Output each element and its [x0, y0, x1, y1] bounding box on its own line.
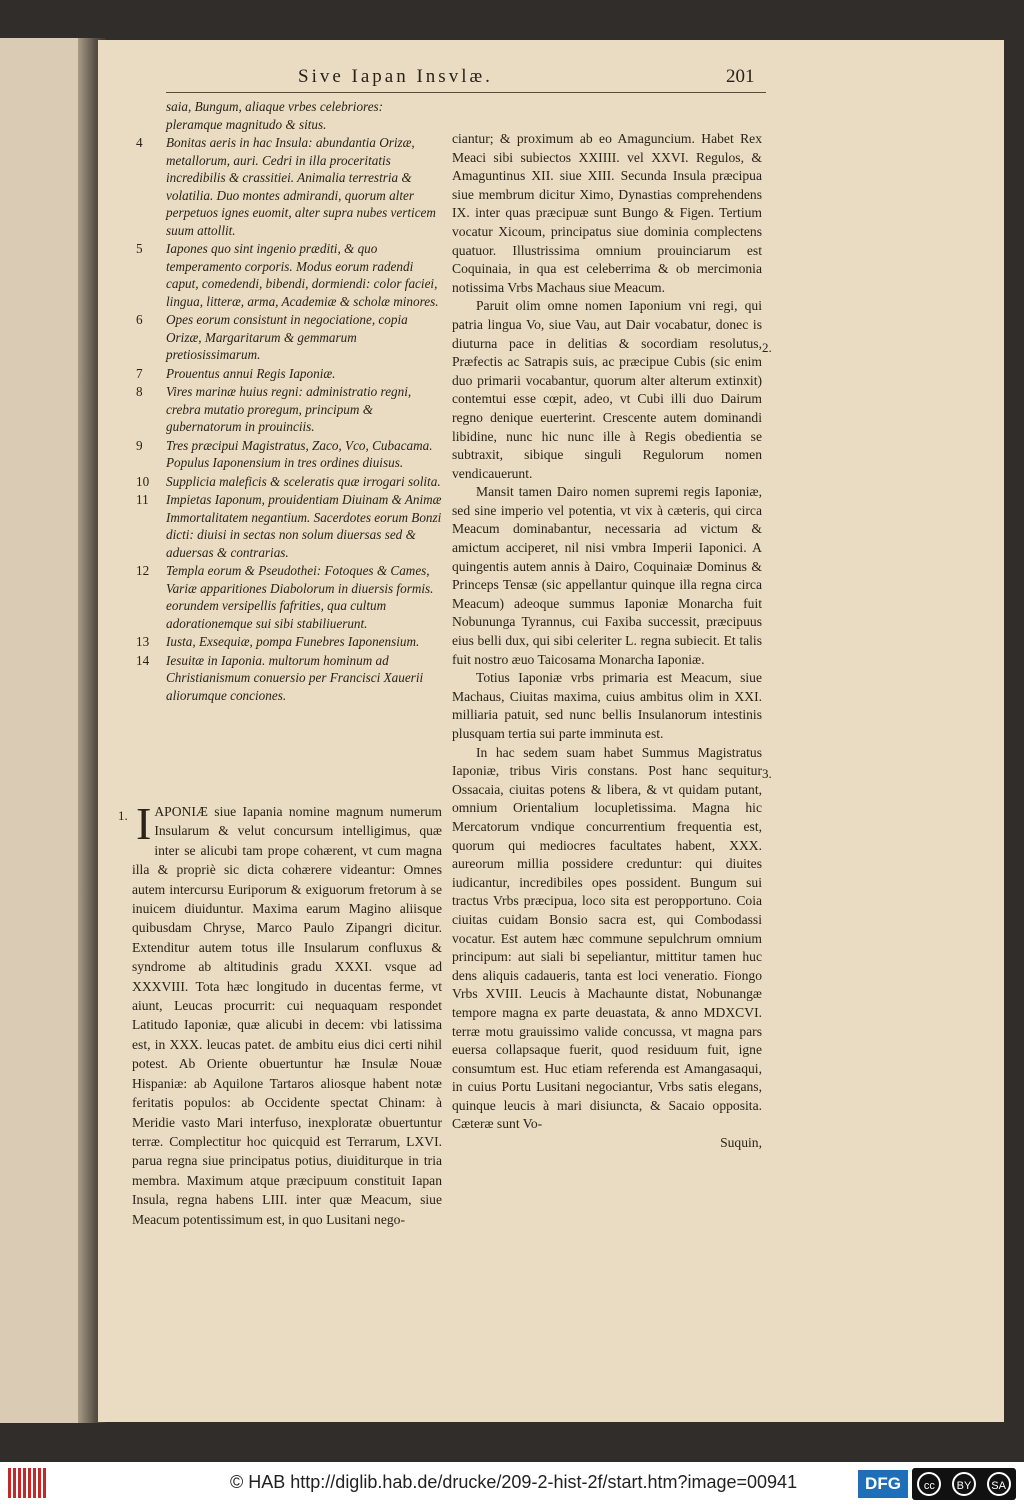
hab-logo-icon [8, 1468, 48, 1498]
cc-icon: cc [917, 1472, 941, 1496]
dfg-logo[interactable]: DFG [858, 1470, 908, 1498]
previous-page-edge [0, 38, 88, 1423]
summary-item: 9 Tres præcipui Magistratus, Zaco, Vco, Cubacama. Populus Iaponensium in tres ordines diuisus. [136, 437, 433, 470]
summary-intro: saia, Bungum, aliaque vrbes celebriores: pleramque magnitudo & situs. [166, 99, 384, 132]
summary-item: 8 Vires marinæ huius regni: administratio regni, crebra mutatio proregum, principum & gubernatorum in prouinciis. [136, 384, 412, 434]
main-text-left [118, 798, 442, 1229]
cc-license-badge[interactable] [912, 1468, 1016, 1500]
summary-item: 7 Prouentus annui Regis Iaponiæ. [136, 365, 336, 381]
summary-item: 4 Bonitas aeris in hac Insula: abundantia Orizæ, metallorum, auri. Cedri in illa proceritatis incredibilis & crassitiei. Animalia terrestria & volatilia. Duo montes admirandi, quorum alter perpetuos ignes euomit, alter supra nubes verticem suum attollit. [136, 135, 436, 238]
body-paragraph: In hac sedem suam habet Summus Magistratus Iaponiæ, tribus Viris constans. Post hanc sequitur Ossacaia, ciuitas potens & libera, & vt quidam putant, omnium Orientalium locupletissima. Magna hic Mercatorum vndique concurrentium frequentia est, quorum qui mediocres facultates habent, XXX. aureorum millia possidere creduntur: qui diuites iudicantur, incredibiles opes possident. Bungum sui tractus Vrbs præcipua, loco sita est peropportuno. Coia ciuitas cuidam Bonsio sacra est, qui Combodassi vocatur. Est autem hæc commune sepulchrum omnium principum: aut siali bi sepeliantur, mittitur tamen huc dens aliquis cadaueris, tanta est loci veneratio. Fiongo Vrbs XVIII. Leucis à Machaunte distat, Nobunangæ tempore magna ex parte deuastata, & anno MDXCVI. terræ motu grauissimo valide concussa, vt magna pars euersa collapsaque fuerit, quod residuum fuit, igne consumtum est. Huc etiam referenda est Amangasaqui, in cuius Portu Lusitani negociantur, Vrbs satis elegans, quinque leucis à mari disiuncta, & Sacaio opposita. Cæteræ sunt Vo- [452, 744, 762, 1132]
running-head: Sive Iapan Insvlæ. [298, 66, 493, 87]
summary-item: 10 Supplicia maleficis & sceleratis quæ irrogari solita. [136, 473, 441, 489]
sa-icon: SA [987, 1472, 1011, 1496]
by-icon: BY [952, 1472, 976, 1496]
body-paragraph: Paruit olim omne nomen Iaponium vni regi, qui patria lingua Vo, siue Vau, aut Dair vocabatur, donec is diuturna pace in delitias & socordiam resolutus, Præfectis ac Satrapis suis, ac præcipue Cubis (sic enim duo primarii vocabantur, quorum alter alterum extinxit) contemtui esse cœpit, adeo, vt Cubi illi duo Dairum regno denique euerterint. Crescente autem dominandi libidine, nunc hic nunc ille à Regis obedientia se subtraxit, sibique singuli Regulorum nomen vendicauerunt. [452, 298, 762, 481]
summary-item: 13 Iusta, Exsequiæ, pompa Funebres Iaponensium. [136, 634, 420, 649]
body-paragraph: Totius Iaponiæ vrbs primaria est Meacum, siue Machaus, Ciuitas maxima, cuius ambitus olim in XXI. milliaria patuit, sed nunc bellis Insulanorum intestinis plusquam tertia sui parte imminuta est. [452, 670, 762, 741]
margin-number: 3. [762, 766, 772, 781]
summary-item: 11 Impietas Iaponum, prouidentiam Diuinam & Animæ Immortalitatem negantium. Sacerdotes eorum Bonzi dicti: diuisi in sectas non solum diuersas sed & aduersas & contrarias. [136, 492, 442, 560]
chapter-summary [132, 98, 442, 705]
summary-item: 14 Iesuitæ in Iaponia. multorum hominum ad Christianismum conuersio per Francisci Xauerii aliorumque conciones. [136, 652, 424, 703]
body-paragraph: APONIÆ siue Iapania nomine magnum numerum Insularum & velut concursum intelligimus, quæ inter se alicubi tam prope cohærent, vt cum magna illa & propriè sic dicta cohærere videantur: Omnes autem intercursu Euriporum & exiguorum fretorum à se inuicem diuiduntur. Maxima earum Magino aliisque quibusdam Chryse, Marco Paulo Zipangri dicitur. Extenditur autem totus ille Insularum confluxus & syndrome ab altitudinis gradu XXXI. vsque ad XXXVIII. Tota hæc longitudo in ducentas ferme, vt aiunt, Leucas procurrit: cui nequaquam respondet Latitudo Iaponiæ, quæ alicubi in decem: vbi latissima est, in XXX. leucas patet. de ambitu eius dici certi nihil potest. Ab Oriente obuertuntur hæ Insulæ Nouæ Hispaniæ: ab Aquilone Tartaros aliosque habent notæ feritatis populos: ab Occidente spectat Chinam: à Meridie vasto Mari interfuso, inexploratæ obuertuntur terræ. Complectitur hoc quicquid est Terrarum, LXVI. parua regna siue principatus potius, diuiditurque in tria membra. Maximum atque præcipuum constituit Iapan Insula, regna habens LIII. inter quæ Meacum, siue Meacum potentissimum est, in quo Lusitani nego- [132, 804, 442, 1227]
catchword: Suquin, [720, 1135, 762, 1151]
body-paragraph: Mansit tamen Dairo nomen supremi regis Iaponiæ, sed sine imperio vel potentia, vt vix à cæteris, qui circa Meacum dominabantur, necessaria ad victum & amictum acciperet, nil nisi vmbra Imperii Iaponici. A quingentis autem annis à Dairo, Coquinaiæ Dominus & Princeps Tensæ (sic appellantur quinque illa regna circa Meacum) adeoque summus Iaponiæ Monarcha fuit Nobununga Tyrannus, cui Faxiba successit, præcipuus eius belli dux, qui sibi celeriter L. regna subiecit. Et talis fuit nostro æuo Taicosama Monarcha Iaponiæ. [452, 484, 762, 667]
summary-item: 5 Iapones quo sint ingenio præditi, & quo temperamento corporis. Modus eorum radendi caput, comedendi, bibendi, dormiendi: color faciei, lingua, litteræ, arma, Academiæ & scholæ minores. [136, 241, 439, 309]
page-number: 201 [726, 66, 755, 87]
copyright-link[interactable]: © HAB http://diglib.hab.de/drucke/209-2-hist-2f/start.htm?image=00941 [230, 1472, 798, 1492]
main-text-right [452, 130, 762, 1153]
summary-item: 12 Templa eorum & Pseudothei: Fotoques & Cames, Variæ apparitiones Diabolorum in diuersis formis. eorundem versipellis fafrities, qua cultum adorationemque sui sibi stabiliuerunt. [136, 563, 434, 631]
footer-bar [0, 1462, 1024, 1506]
margin-number: 1. [118, 808, 128, 823]
margin-number: 2. [762, 340, 772, 355]
drop-capital: I [136, 798, 152, 849]
body-paragraph: ciantur; & proximum ab eo Amaguncium. Habet Rex Meaci sibi subiectos XXIIII. vel XXVI. Regulos, & Amaguntinus XII. siue XIII. Secunda Insula præcipua siue membrum dicitur Ximo, Dynastias comprehendens IX. inter quas præcipuæ sunt Bungo & Figen. Tertium vocatur Xicoum, principatus siue dominia complectens quatuor. Illustrissima omnium prouinciarum est Coquinaia, in qua est celeberrima & ob mercimonia notissima Vrbs Machaus siue Meacum. [452, 131, 762, 295]
header-rule [166, 92, 766, 93]
summary-item: 6 Opes eorum consistunt in negociatione, copia Orizæ, Margaritarum & gemmarum pretiosissimarum. [136, 312, 408, 362]
